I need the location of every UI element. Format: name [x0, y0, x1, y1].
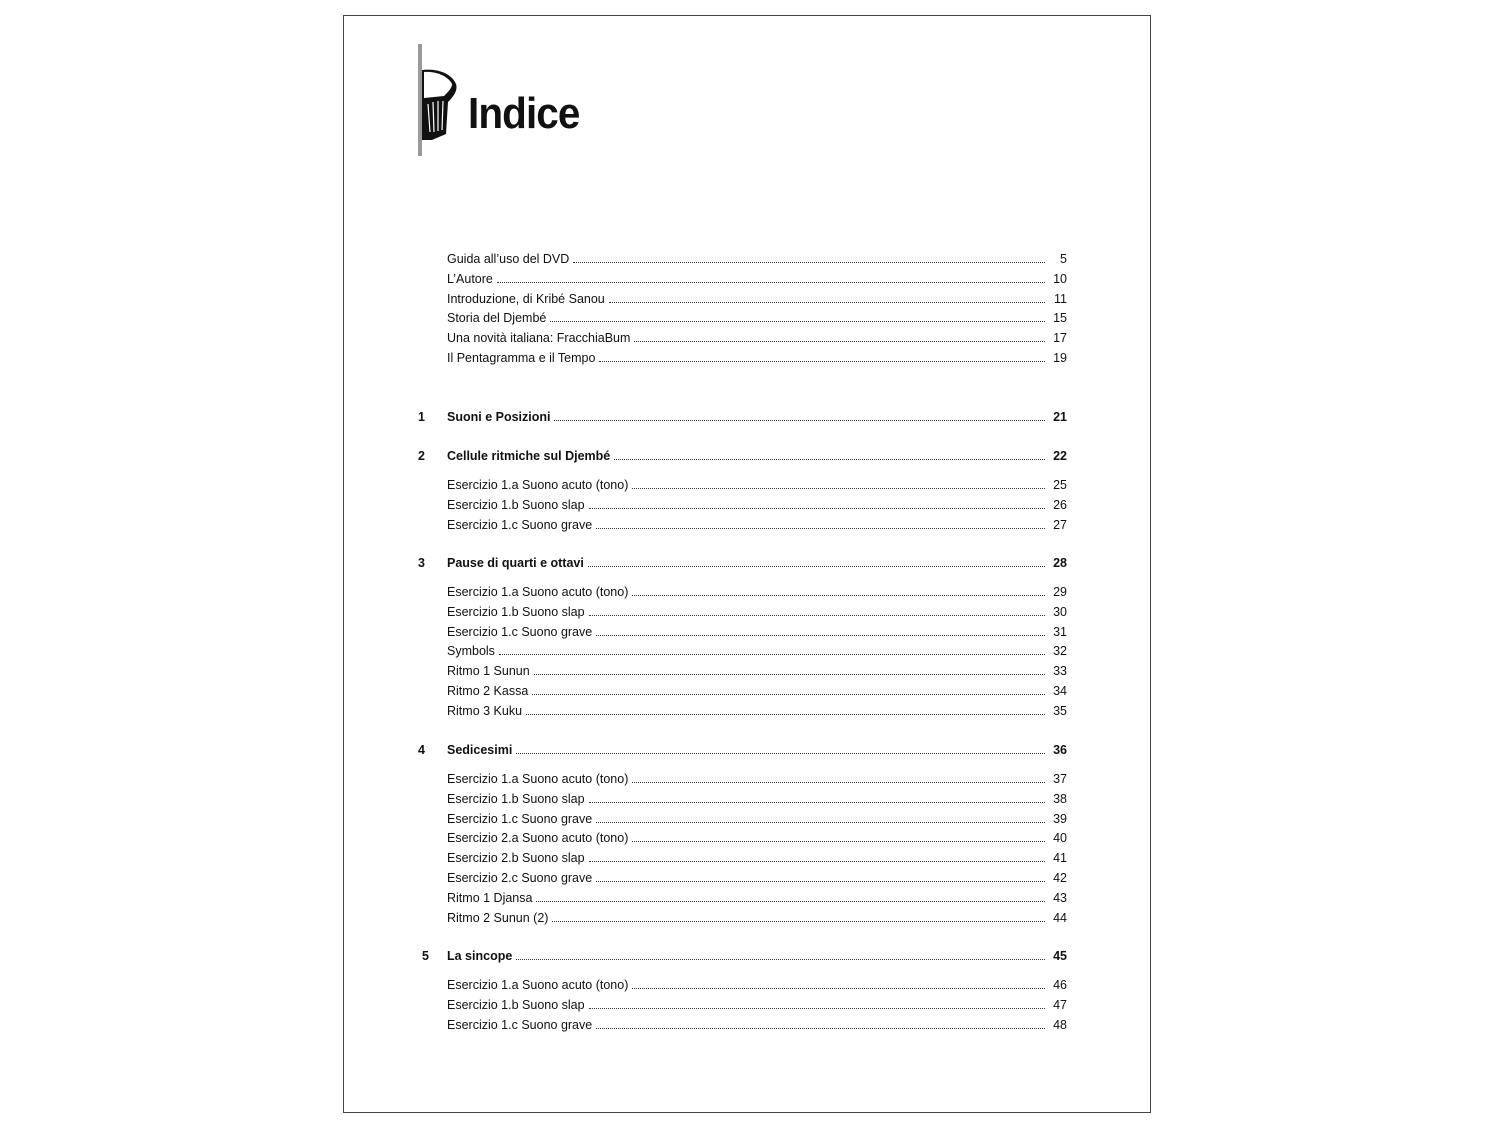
toc-entry — [447, 807, 1067, 827]
entry-title: Esercizio 1.b Suono slap — [447, 497, 585, 512]
entry-title: Esercizio 1.b Suono slap — [447, 997, 585, 1012]
entry-title: Storia del Djembé — [447, 311, 547, 326]
dot-leader — [632, 841, 1045, 842]
toc-entry — [447, 767, 1067, 787]
entry-title: Esercizio 1.a Suono acuto (tono) — [447, 585, 629, 599]
page-number: 46 — [1053, 978, 1067, 992]
toc-entry — [447, 600, 1067, 620]
dot-leader — [532, 694, 1045, 695]
toc-entry — [447, 493, 1067, 513]
dot-leader — [632, 988, 1045, 989]
toc-entry — [447, 826, 1067, 846]
page-number: 48 — [1053, 1017, 1067, 1032]
dot-leader — [609, 302, 1045, 303]
page-number: 43 — [1053, 890, 1067, 905]
dot-leader — [526, 714, 1045, 715]
entry-title: Suoni e Posizioni — [447, 410, 551, 424]
toc-entry — [447, 287, 1067, 307]
dot-leader — [589, 508, 1045, 509]
page-number: 28 — [1053, 556, 1067, 570]
chapter-number: 2 — [418, 449, 425, 463]
page-number: 22 — [1053, 449, 1067, 463]
dot-leader — [588, 566, 1045, 567]
page-number: 21 — [1053, 410, 1067, 424]
dot-leader — [499, 654, 1045, 655]
entry-title: Esercizio 2.c Suono grave — [447, 871, 593, 885]
dot-leader — [596, 822, 1045, 823]
entry-title: Esercizio 1.c Suono grave — [447, 624, 593, 639]
page-number: 10 — [1053, 271, 1067, 286]
dot-leader — [516, 753, 1045, 754]
toc-entry — [447, 973, 1067, 993]
page-number: 31 — [1053, 624, 1067, 639]
dot-leader — [497, 282, 1045, 283]
chapter-number: 1 — [418, 410, 425, 424]
entry-title: Ritmo 2 Kassa — [447, 684, 529, 698]
chapter-entry — [447, 944, 1067, 964]
dot-leader — [589, 615, 1045, 616]
dot-leader — [534, 674, 1045, 675]
dot-leader — [589, 861, 1045, 862]
entry-title: Introduzione, di Kribé Sanou — [447, 291, 605, 306]
dot-leader — [589, 1008, 1045, 1009]
entry-title: Esercizio 2.a Suono acuto (tono) — [447, 831, 629, 846]
toc-entry — [447, 906, 1067, 926]
entry-title: Esercizio 1.a Suono acuto (tono) — [447, 772, 629, 786]
page-number: 41 — [1053, 851, 1067, 866]
dot-leader — [634, 341, 1045, 342]
toc-entry — [447, 886, 1067, 906]
page-number: 37 — [1053, 772, 1067, 786]
toc-entry — [447, 866, 1067, 886]
entry-title: Esercizio 1.b Suono slap — [447, 604, 585, 619]
page-number: 44 — [1053, 910, 1067, 925]
chapter-entry — [447, 551, 1067, 571]
toc-entry — [447, 659, 1067, 679]
page-number: 27 — [1053, 517, 1067, 532]
dot-leader — [554, 420, 1045, 421]
dot-leader — [550, 321, 1045, 322]
entry-title: L’Autore — [447, 271, 493, 286]
entry-title: Cellule ritmiche sul Djembé — [447, 449, 611, 463]
page-number: 25 — [1053, 478, 1067, 492]
toc-entry — [447, 1013, 1067, 1033]
dot-leader — [614, 459, 1045, 460]
chapter-entry — [447, 738, 1067, 758]
dot-leader — [589, 802, 1045, 803]
toc-entry — [447, 326, 1067, 346]
entry-title: Esercizio 1.b Suono slap — [447, 791, 585, 806]
chapter-entry — [447, 444, 1067, 464]
dot-leader — [599, 361, 1045, 362]
entry-title: Una novità italiana: FracchiaBum — [447, 331, 631, 346]
entry-title: Sedicesimi — [447, 743, 513, 757]
entry-title: Ritmo 1 Djansa — [447, 890, 533, 905]
page-number: 17 — [1053, 331, 1067, 346]
dot-leader — [573, 262, 1045, 263]
toc-entry — [447, 580, 1067, 600]
toc-entry — [447, 247, 1067, 267]
entry-title: Ritmo 3 Kuku — [447, 703, 523, 718]
entry-title: Esercizio 1.c Suono grave — [447, 517, 593, 532]
page-number: 39 — [1053, 811, 1067, 826]
chapter-number: 4 — [418, 743, 425, 757]
dot-leader — [596, 881, 1045, 882]
entry-title: Esercizio 1.c Suono grave — [447, 811, 593, 826]
entry-title: Il Pentagramma e il Tempo — [447, 351, 596, 365]
toc-entry — [447, 787, 1067, 807]
page-number: 32 — [1053, 644, 1067, 659]
chapter-number: 5 — [422, 949, 429, 963]
entry-title: Esercizio 2.b Suono slap — [447, 851, 585, 866]
chapter-number: 3 — [418, 556, 425, 570]
page-number: 26 — [1053, 497, 1067, 512]
page-number: 19 — [1053, 351, 1067, 365]
dot-leader — [596, 1028, 1045, 1029]
page-number: 30 — [1053, 604, 1067, 619]
dot-leader — [632, 488, 1045, 489]
entry-title: Esercizio 1.c Suono grave — [447, 1017, 593, 1032]
page-number: 42 — [1053, 871, 1067, 885]
toc-entry — [447, 699, 1067, 719]
toc-entry — [447, 306, 1067, 326]
toc-entry — [447, 679, 1067, 699]
entry-title: Guida all’uso del DVD — [447, 252, 570, 266]
toc-entry — [447, 639, 1067, 659]
entry-title: La sincope — [447, 949, 513, 963]
dot-leader — [596, 635, 1045, 636]
page-number: 15 — [1053, 311, 1067, 326]
chapter-entry — [447, 405, 1067, 425]
toc-entry — [447, 346, 1067, 366]
entry-title: Pause di quarti e ottavi — [447, 556, 584, 570]
dot-leader — [552, 921, 1045, 922]
page-number: 5 — [1060, 252, 1067, 266]
page-number: 38 — [1053, 791, 1067, 806]
toc-entry — [447, 993, 1067, 1013]
toc-entry — [447, 267, 1067, 287]
page-number: 34 — [1053, 684, 1067, 698]
page-number: 47 — [1053, 997, 1067, 1012]
page-number: 36 — [1053, 743, 1067, 757]
entry-title: Symbols — [447, 644, 495, 659]
toc-entry — [447, 846, 1067, 866]
dot-leader — [596, 528, 1045, 529]
entry-title: Ritmo 1 Sunun — [447, 664, 530, 679]
toc-entry — [447, 513, 1067, 533]
entry-title: Esercizio 1.a Suono acuto (tono) — [447, 978, 629, 992]
toc-entry — [447, 620, 1067, 640]
page-number: 11 — [1054, 291, 1067, 306]
table-of-contents — [344, 16, 1150, 1112]
page-number: 33 — [1053, 664, 1067, 679]
page-number: 29 — [1053, 585, 1067, 599]
page-number: 35 — [1053, 703, 1067, 718]
page-number: 45 — [1053, 949, 1067, 963]
dot-leader — [632, 782, 1045, 783]
entry-title: Esercizio 1.a Suono acuto (tono) — [447, 478, 629, 492]
page-title: Indice — [468, 89, 580, 138]
entry-title: Ritmo 2 Sunun (2) — [447, 910, 549, 925]
page-number: 40 — [1053, 831, 1067, 846]
toc-entry — [447, 473, 1067, 493]
dot-leader — [536, 901, 1045, 902]
dot-leader — [632, 595, 1045, 596]
document-page — [343, 15, 1151, 1113]
dot-leader — [516, 959, 1045, 960]
